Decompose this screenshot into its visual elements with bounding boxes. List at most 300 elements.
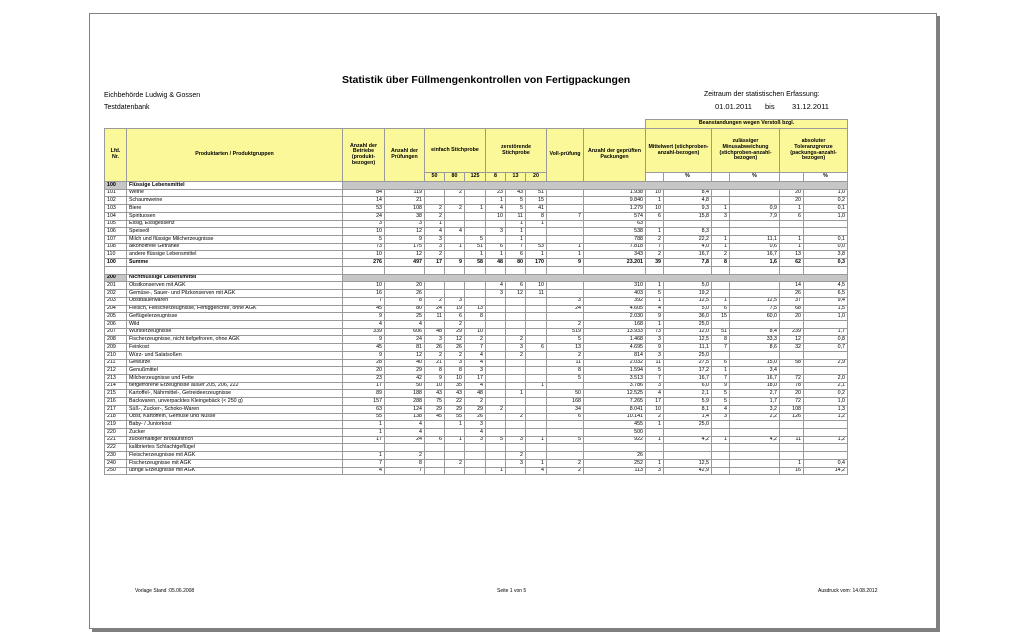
beanstandungen-header: Beanstandungen wegen Verstoß bzgl. <box>646 120 848 129</box>
cell-value: 403 <box>584 290 646 298</box>
cell-value: 10.141 <box>584 413 646 421</box>
cell-value: 19 <box>445 305 465 313</box>
cell-value <box>804 220 848 228</box>
row-number: 201 <box>105 282 127 290</box>
cell-value: 9 <box>646 313 664 321</box>
cell-value: 6 <box>425 436 445 444</box>
cell-value <box>547 290 584 298</box>
cell-value <box>646 429 664 437</box>
cell-value: 14 <box>343 197 385 205</box>
product-name: Obstdauerwaren <box>127 297 343 305</box>
group-row <box>105 182 848 190</box>
col-lfd: Lfd. Nr. <box>105 129 127 182</box>
cell-value: 17 <box>646 398 664 406</box>
cell-value: 1 <box>712 236 730 244</box>
row-number: 219 <box>105 421 127 429</box>
cell-value: 12,5 <box>730 297 780 305</box>
cell-value <box>445 212 465 220</box>
cell-value <box>712 421 730 429</box>
cell-value: 25,0 <box>664 351 712 359</box>
cell-value <box>780 421 804 429</box>
cell-value <box>486 367 506 375</box>
cell-value: 26 <box>385 290 425 298</box>
cell-value <box>547 197 584 205</box>
cell-value: 2 <box>425 351 445 359</box>
cell-value <box>465 197 486 205</box>
cell-value <box>425 444 445 452</box>
cell-value <box>547 382 584 390</box>
cell-value: 3 <box>646 351 664 359</box>
cell-value: 7 <box>712 344 730 352</box>
cell-value: 3 <box>425 236 445 244</box>
cell-value: 24 <box>385 336 425 344</box>
cell-value: 455 <box>584 421 646 429</box>
table-row <box>105 405 848 413</box>
cell-value: 11,1 <box>664 344 712 352</box>
cell-value <box>445 452 465 460</box>
cell-value: 574 <box>584 212 646 220</box>
cell-value: 1 <box>343 429 385 437</box>
row-number: 110 <box>105 251 127 259</box>
cell-value: 23 <box>343 374 385 382</box>
cell-value <box>526 444 547 452</box>
col-betriebe: Anzahl der Betriebe (produkt-bezogen) <box>343 129 385 182</box>
cell-value: 22,2 <box>664 236 712 244</box>
cell-value: 5 <box>506 197 526 205</box>
table-row <box>105 228 848 236</box>
cell-value: 4 <box>465 429 486 437</box>
cell-value <box>486 413 506 421</box>
cell-value: 8.041 <box>584 405 646 413</box>
cell-value: 6 <box>547 413 584 421</box>
cell-value: 58 <box>780 359 804 367</box>
cell-value <box>486 382 506 390</box>
cell-value: 8 <box>465 313 486 321</box>
cell-value: 1 <box>646 282 664 290</box>
cell-value: 1 <box>646 320 664 328</box>
cell-value: 10 <box>445 374 465 382</box>
cell-value: 2 <box>646 236 664 244</box>
cell-value <box>547 189 584 197</box>
cell-value: 1 <box>526 436 547 444</box>
cell-value: 10 <box>526 282 547 290</box>
cell-value: 43 <box>506 189 526 197</box>
col-zerstoerend: zerstörende Stichprobe <box>486 129 547 173</box>
cell-value: 11 <box>547 359 584 367</box>
cell-value <box>547 429 584 437</box>
cell-value: 108 <box>780 405 804 413</box>
row-number: 218 <box>105 413 127 421</box>
cell-value <box>547 220 584 228</box>
product-name: Milcherzeugnisse und Fette <box>127 374 343 382</box>
cell-value: 124 <box>385 405 425 413</box>
cell-value: 25,0 <box>664 421 712 429</box>
row-number: 215 <box>105 390 127 398</box>
cell-value: 25,0 <box>664 320 712 328</box>
cell-value: 15 <box>526 197 547 205</box>
col-z20: 20 <box>526 173 547 182</box>
cell-value: 21 <box>385 197 425 205</box>
cell-value: 6 <box>526 344 547 352</box>
cell-value: 339 <box>343 328 385 336</box>
table-row <box>105 251 848 259</box>
cell-value: 11 <box>780 436 804 444</box>
product-name: Fischerzeugnisse mit AGK <box>127 459 343 467</box>
cell-value <box>547 205 584 213</box>
cell-value: 23.201 <box>584 259 646 267</box>
col-pct-minus: % <box>730 173 780 182</box>
cell-value <box>465 212 486 220</box>
cell-value <box>465 290 486 298</box>
cell-value: 1 <box>445 436 465 444</box>
cell-value <box>486 220 506 228</box>
cell-value: 48 <box>425 328 445 336</box>
cell-value: 20 <box>780 390 804 398</box>
cell-value <box>506 374 526 382</box>
cell-value: 2 <box>445 189 465 197</box>
cell-value: 175 <box>385 243 425 251</box>
cell-value <box>780 220 804 228</box>
cell-value <box>730 320 780 328</box>
cell-value: 7 <box>646 243 664 251</box>
cell-value: 1 <box>646 197 664 205</box>
cell-value: 15,0 <box>730 359 780 367</box>
col-minusabweichung: zulässiger Minusabweichung (stichproben-anzahl-bezogen) <box>712 129 780 173</box>
cell-value: 1 <box>506 236 526 244</box>
table-row <box>105 305 848 313</box>
cell-value <box>804 320 848 328</box>
product-name: Obstkonserven mit AGK <box>127 282 343 290</box>
cell-value: 29 <box>445 405 465 413</box>
cell-value: 5 <box>343 236 385 244</box>
product-name: Biere <box>127 205 343 213</box>
row-number: 211 <box>105 359 127 367</box>
cell-value: 4 <box>385 421 425 429</box>
cell-value: 50 <box>385 382 425 390</box>
cell-value: 1 <box>486 467 506 475</box>
cell-value <box>486 374 506 382</box>
cell-value: 6,0 <box>664 382 712 390</box>
cell-value: 10 <box>343 282 385 290</box>
cell-value: 1,7 <box>804 328 848 336</box>
cell-value: 1.468 <box>584 336 646 344</box>
row-number: 221 <box>105 436 127 444</box>
row-number: 220 <box>105 429 127 437</box>
cell-value: 0,1 <box>804 236 848 244</box>
row-number: 240 <box>105 459 127 467</box>
cell-value <box>445 444 465 452</box>
cell-value <box>425 189 445 197</box>
cell-value: 8 <box>425 367 445 375</box>
cell-value <box>526 328 547 336</box>
cell-value <box>506 359 526 367</box>
cell-value <box>730 220 780 228</box>
cell-value: 1,0 <box>804 398 848 406</box>
cell-value <box>526 390 547 398</box>
period-from: 01.01.2011 <box>715 102 752 111</box>
cell-value: 18,0 <box>730 382 780 390</box>
cell-value: 6 <box>712 305 730 313</box>
cell-value: 2 <box>506 351 526 359</box>
cell-value: 4 <box>646 305 664 313</box>
cell-value: 1 <box>646 459 664 467</box>
product-name: Essig, Essigessenz <box>127 220 343 228</box>
cell-value: 9 <box>343 336 385 344</box>
product-name: Baby- / Juniorkost <box>127 421 343 429</box>
cell-value: 4,0 <box>664 243 712 251</box>
cell-value: 12.525 <box>584 390 646 398</box>
cell-value: 9.840 <box>584 197 646 205</box>
cell-value: 2 <box>425 297 445 305</box>
cell-value: 1 <box>343 421 385 429</box>
cell-value <box>526 297 547 305</box>
cell-value <box>804 351 848 359</box>
cell-value: 606 <box>385 328 425 336</box>
cell-value: 7.265 <box>584 398 646 406</box>
cell-value: 53 <box>343 205 385 213</box>
cell-value: 2 <box>646 413 664 421</box>
cell-value <box>526 228 547 236</box>
cell-value: 5 <box>712 398 730 406</box>
cell-value: 343 <box>584 251 646 259</box>
cell-value <box>780 452 804 460</box>
table-row <box>105 290 848 298</box>
cell-value <box>486 359 506 367</box>
cell-value: 0,7 <box>804 344 848 352</box>
table-row <box>105 205 848 213</box>
cell-value: 3 <box>486 228 506 236</box>
cell-value <box>465 228 486 236</box>
cell-value: 15 <box>712 313 730 321</box>
cell-value: 16,7 <box>664 374 712 382</box>
cell-value: 10 <box>646 405 664 413</box>
cell-value <box>445 251 465 259</box>
row-number: 214 <box>105 382 127 390</box>
product-name: übrige Erzeugnisse mit AGK <box>127 467 343 475</box>
cell-value <box>465 452 486 460</box>
cell-value <box>526 405 547 413</box>
product-name: Kartoffel-, Nährmittel-, Getreideerzeugnisse <box>127 390 343 398</box>
cell-value: 24 <box>343 212 385 220</box>
cell-value: 4 <box>526 467 547 475</box>
cell-value: 6 <box>486 243 506 251</box>
cell-value <box>526 367 547 375</box>
cell-value <box>547 282 584 290</box>
cell-value: 13 <box>780 251 804 259</box>
cell-value: 6 <box>712 359 730 367</box>
cell-value <box>646 444 664 452</box>
cell-value: 7.818 <box>584 243 646 251</box>
cell-value <box>712 320 730 328</box>
cell-value: 7,8 <box>664 259 712 267</box>
cell-value: 6 <box>780 212 804 220</box>
cell-value: 0,8 <box>804 336 848 344</box>
cell-value: 62 <box>780 259 804 267</box>
cell-value: 5,0 <box>664 282 712 290</box>
table-row <box>105 336 848 344</box>
cell-value <box>664 444 712 452</box>
cell-value <box>712 452 730 460</box>
cell-value: 6,5 <box>804 290 848 298</box>
product-name: Wild <box>127 320 343 328</box>
cell-value: 10 <box>425 382 445 390</box>
cell-value: 48 <box>486 259 506 267</box>
cell-value: 73 <box>646 328 664 336</box>
cell-value: 17 <box>465 374 486 382</box>
cell-value <box>664 429 712 437</box>
cell-value <box>712 459 730 467</box>
cell-value: 3 <box>506 459 526 467</box>
product-name: andere flüssige Lebensmittel <box>127 251 343 259</box>
cell-value: 1 <box>646 228 664 236</box>
cell-value: 1 <box>526 459 547 467</box>
product-name: Spirituosen <box>127 212 343 220</box>
table-row <box>105 313 848 321</box>
cell-value: 538 <box>584 228 646 236</box>
table-row <box>105 351 848 359</box>
cell-value: 2 <box>445 459 465 467</box>
product-name: Obst, Kartoffeln, Gemüse und Nüsse <box>127 413 343 421</box>
cell-value: 8,4 <box>664 189 712 197</box>
cell-value: 310 <box>584 282 646 290</box>
cell-value: 1 <box>547 243 584 251</box>
cell-value: 16,7 <box>664 251 712 259</box>
cell-value: 3,2 <box>730 405 780 413</box>
product-name: kalibriertes Schlachtgeflügel <box>127 444 343 452</box>
table-row <box>105 212 848 220</box>
cell-value: 1,4 <box>664 413 712 421</box>
cell-value: 2 <box>506 452 526 460</box>
table-row <box>105 413 848 421</box>
cell-value: 24 <box>547 305 584 313</box>
table-row <box>105 452 848 460</box>
cell-value: 60,0 <box>730 313 780 321</box>
cell-value: 17 <box>425 259 445 267</box>
table-row <box>105 266 848 274</box>
table-row <box>105 421 848 429</box>
cell-value: 3.513 <box>584 374 646 382</box>
cell-value: 72 <box>780 398 804 406</box>
cell-value: 12 <box>385 351 425 359</box>
product-name: Schaumweine <box>127 197 343 205</box>
cell-value: 13.933 <box>584 328 646 336</box>
cell-value: 51 <box>465 243 486 251</box>
cell-value: 20 <box>385 282 425 290</box>
cell-value: 1,7 <box>730 398 780 406</box>
cell-value: 2 <box>506 336 526 344</box>
cell-value: 27,5 <box>664 359 712 367</box>
cell-value: 4 <box>465 351 486 359</box>
cell-value: 12 <box>385 228 425 236</box>
cell-value <box>486 305 506 313</box>
cell-value: 25 <box>385 313 425 321</box>
cell-value: 6 <box>445 313 465 321</box>
cell-value: 5 <box>506 205 526 213</box>
cell-value <box>526 374 547 382</box>
cell-value: 138 <box>385 413 425 421</box>
cell-value: 5,0 <box>664 305 712 313</box>
cell-value <box>730 189 780 197</box>
cell-value <box>526 421 547 429</box>
cell-value: 1 <box>780 236 804 244</box>
cell-value: 20 <box>780 189 804 197</box>
cell-value <box>646 220 664 228</box>
cell-value: 16 <box>343 290 385 298</box>
row-number: 209 <box>105 344 127 352</box>
row-number: 107 <box>105 236 127 244</box>
cell-value: 3 <box>465 367 486 375</box>
row-number: 108 <box>105 243 127 251</box>
col-pct-toleranz: % <box>804 173 848 182</box>
col-pruefungen: Anzahl der Prüfungen <box>385 129 425 182</box>
cell-value <box>526 336 547 344</box>
cell-value: 4.695 <box>584 344 646 352</box>
cell-value: 392 <box>584 297 646 305</box>
cell-value: 63 <box>343 405 385 413</box>
cell-value: 45 <box>343 344 385 352</box>
cell-value <box>445 467 465 475</box>
cell-value <box>780 228 804 236</box>
cell-value: 2 <box>465 336 486 344</box>
cell-value: 7 <box>506 243 526 251</box>
product-name: Würz- und Salatsoßen <box>127 351 343 359</box>
cell-value <box>486 328 506 336</box>
table-row <box>105 297 848 305</box>
cell-value: 11,1 <box>730 236 780 244</box>
cell-value: 1 <box>506 390 526 398</box>
cell-value: 2,9 <box>804 359 848 367</box>
cell-value: 0,1 <box>804 205 848 213</box>
cell-value: 6 <box>506 251 526 259</box>
cell-value: 1,0 <box>804 189 848 197</box>
cell-value: 3 <box>547 297 584 305</box>
cell-value: 1 <box>465 205 486 213</box>
cell-value <box>425 421 445 429</box>
cell-value <box>486 351 506 359</box>
cell-value: 4 <box>385 320 425 328</box>
cell-value: 26 <box>584 452 646 460</box>
col-produktarten: Produktarten / Produktgruppen <box>127 129 343 182</box>
cell-value: 9 <box>646 344 664 352</box>
cell-value: 6 <box>506 282 526 290</box>
cell-value <box>506 405 526 413</box>
cell-value <box>780 429 804 437</box>
cell-value <box>465 282 486 290</box>
cell-value: 4,2 <box>664 436 712 444</box>
cell-value <box>445 290 465 298</box>
cell-value <box>425 452 445 460</box>
period-bis: bis <box>765 102 775 111</box>
cell-value: 11 <box>646 359 664 367</box>
cell-value <box>506 444 526 452</box>
table-row <box>105 382 848 390</box>
cell-value: 113 <box>584 467 646 475</box>
product-name: alkoholfreie Getränke <box>127 243 343 251</box>
table-row <box>105 429 848 437</box>
cell-value <box>506 305 526 313</box>
cell-value: 50 <box>547 390 584 398</box>
cell-value: 4 <box>486 282 506 290</box>
cell-value: 8 <box>547 367 584 375</box>
cell-value: 10 <box>646 205 664 213</box>
cell-value <box>486 236 506 244</box>
cell-value: 48 <box>465 390 486 398</box>
cell-value: 2 <box>445 320 465 328</box>
cell-value <box>780 351 804 359</box>
cell-value: 2 <box>547 467 584 475</box>
cell-value: 89 <box>343 390 385 398</box>
cell-value <box>547 444 584 452</box>
